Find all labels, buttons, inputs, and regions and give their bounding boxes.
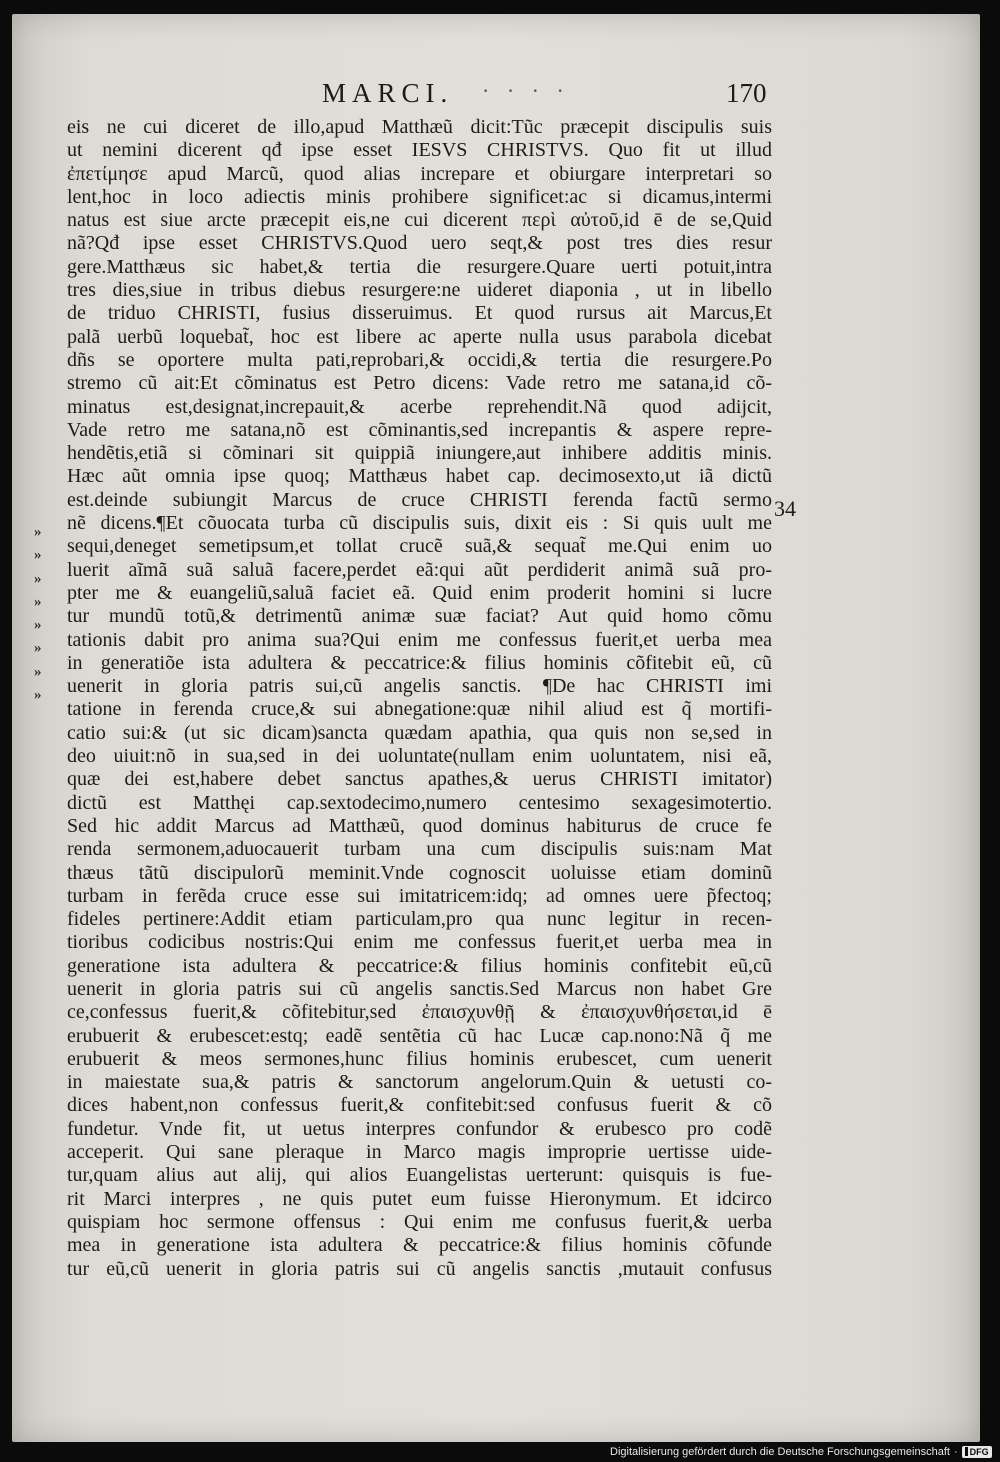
text-line: natus est siue arcte præcepit eis,ne cui dicerent περὶ αὐτοῦ,id ē de se,Quid	[67, 209, 772, 232]
text-line: tationis dabit pro anima sua?Qui enim me confessus fuerit,et uerba mea	[67, 628, 772, 651]
text-line: thæus tãtũ discipulorũ meminit.Vnde cognoscit uoluisse etiam dominũ	[67, 861, 772, 884]
text-line: erubuerit & meos sermones,hunc filius hominis erubescet, cum uenerit	[67, 1047, 772, 1070]
digitization-footer	[610, 1444, 992, 1460]
text-line: ce,confessus fuerit,& cõfitebitur,sed ἐπαισχυνθῇ & ἐπαισχυνθήσεται,id ē	[67, 1001, 772, 1024]
text-line: Hæc aũt omnia ipse quoq; Matthæus habet cap. decimosexto,ut iã dictũ	[67, 465, 772, 488]
text-line: hendẽtis,etiã si cõminari sit quippiã iniungere,aut inhibere additis minis.	[67, 442, 772, 465]
text-line: luerit aĩmã suã saluã facere,perdet eã:qui aũt perdiderit animã suã pro-	[67, 558, 772, 581]
text-line: tur eũ,cũ uenerit in gloria patris sui cũ angelis sanctis ,mutauit confusus	[67, 1257, 772, 1280]
text-line: nã?Qđ ipse esset CHRISTVS.Quod uero seqt,& post tres dies resur	[67, 232, 772, 255]
text-line: in maiestate sua,& patris & sanctorum angelorum.Quin & uetusti co-	[67, 1071, 772, 1094]
text-line: quispiam hoc sermone offensus : Qui enim me confusus fuerit,& uerba	[67, 1210, 772, 1233]
page-number: 170	[726, 78, 767, 108]
text-line: Sed hic addit Marcus ad Matthæũ, quod dominus habiturus de cruce fe	[67, 814, 772, 837]
text-line: tur mundũ totũ,& detrimentũ animæ suæ faciat? Aut quid homo cõmu	[67, 605, 772, 628]
text-line: de triduo CHRISTI, fusius disseruimus. Et quod rursus ait Marcus,Et	[67, 302, 772, 325]
margin-quote-mark: »	[34, 617, 42, 634]
text-line: mea in generatione ista adultera & peccatrice:& filius hominis cõfunde	[67, 1234, 772, 1257]
text-line: gere.Matthæus sic habet,& tertia die resurgere.Quare uerti potuit,intra	[67, 255, 772, 278]
dfg-logo-text: DFG	[969, 1447, 989, 1457]
text-line: renda sermonem,aduocauerit turbam una cum discipulis suis:nam Mat	[67, 838, 772, 861]
text-line: ut nemini dicerent qđ ipse esset IESVS CHRISTVS. Quo fit ut illud	[67, 139, 772, 162]
margin-quote-mark: »	[34, 524, 42, 540]
text-line: stremo cũ ait:Et cõminatus est Petro dicens: Vade retro me satana,id cõ-	[67, 372, 772, 395]
running-head-ornament: · · · ·	[482, 78, 570, 103]
dfg-logo-mark-icon	[965, 1447, 968, 1456]
text-line: uenerit in gloria patris sui,cũ angelis sanctis. ¶De hac CHRISTI imi	[67, 675, 772, 698]
margin-quote-mark: »	[34, 640, 42, 657]
text-line: fideles pertinere:Addit etiam particulam,pro qua nunc legitur in recen-	[67, 908, 772, 931]
text-line: catio sui:& (ut sic dicam)sancta quædam apathia, qua quis non se,sed in	[67, 721, 772, 744]
text-line: dices habent,non confessus fuerit,& confitebit:sed confusus fuerit & cõ	[67, 1094, 772, 1117]
text-line: tatione in ferenda cruce,& sui abnegatione:quæ nihil aliud est q̃ mortifi-	[67, 698, 772, 721]
text-line: Vade retro me satana,nõ est cõminantis,sed increpantis & aspere repre-	[67, 418, 772, 441]
text-line: fundetur. Vnde fit, ut uetus interpres confundor & erubesco pro codẽ	[67, 1117, 772, 1140]
margin-section-number: 34	[774, 496, 796, 521]
text-line: tioribus codicibus nostris:Qui enim me confessus fuerit,et uerba mea in	[67, 931, 772, 954]
text-line: in generatiõe ista adultera & peccatrice:& filius hominis cõfitebit eũ, cũ	[67, 651, 772, 674]
margin-quote-mark: »	[34, 570, 42, 587]
text-line: turbam in ferẽda cruce esse sui imitatricem:idq; ad omnes uere p̃fectoq;	[67, 884, 772, 907]
text-line: palã uerbũ loquebat̃, hoc est libere ac aperte nulla usus parabola dicebat	[67, 325, 772, 348]
text-line: dñs se oportere multa pati,reprobari,& occidi,& tertia die resurgere.Po	[67, 348, 772, 371]
text-line: eis ne cui diceret de illo,apud Matthæũ dicit:Tũc præcepit discipulis suis	[67, 116, 772, 138]
text-line: pter me & euangeliũ,saluã faciet eã. Quid enim proderit homini si lucre	[67, 581, 772, 604]
text-line: quæ dei est,habere debet sanctus apathes,& uerus CHRISTI imitator)	[67, 768, 772, 791]
footer-separator: ·	[953, 1446, 958, 1458]
text-line: nẽ dicens.¶Et cõuocata turba cũ discipulis suis, dixit eis : Si quis uult me	[67, 512, 772, 535]
book-page	[12, 14, 980, 1442]
text-line: acceperit. Qui sane pleraque in Marco magis improprie uertisse uide-	[67, 1141, 772, 1164]
margin-quote-mark: »	[34, 547, 42, 564]
text-line: rit Marci interpres , ne quis putet eum fuisse Hieronymum. Et idcirco	[67, 1187, 772, 1210]
margin-quote-marks	[34, 521, 58, 707]
text-line: lent,hoc in loco adiectis minis prohibere significet:ac si dicamus,intermi	[67, 185, 772, 208]
text-line: uenerit in gloria patris sui cũ angelis sanctis.Sed Marcus non habet Gre	[67, 977, 772, 1000]
margin-quote-mark: »	[34, 663, 42, 680]
text-line: tur,quam alius aut alij, qui alios Euangelistas uerterunt: quisquis is fue-	[67, 1164, 772, 1187]
dfg-logo	[962, 1446, 992, 1458]
text-line: generatione ista adultera & peccatrice:& filius hominis confitebit eũ,cũ	[67, 954, 772, 977]
running-head-title: MARCI.	[322, 78, 454, 108]
margin-quote-mark: »	[34, 593, 42, 610]
text-line: sequi,deneget semetipsum,et tollat crucẽ suã,& sequat̃ me.Qui enim uo	[67, 535, 772, 558]
text-line: est.deinde subiungit Marcus de cruce CHRISTI ferenda factũ sermo	[67, 488, 772, 511]
margin-quote-mark: »	[34, 687, 42, 704]
text-line: dictũ est Matthęi cap.sextodecimo,numero centesimo sexagesimotertio.	[67, 791, 772, 814]
body-text	[67, 116, 772, 1281]
text-line: tres dies,siue in tribus diebus resurgere:ne uideret diaponia , ut in libello	[67, 279, 772, 302]
funding-credit: Digitalisierung gefördert durch die Deutsche Forschungsgemeinschaft	[610, 1446, 950, 1458]
running-head	[12, 78, 980, 108]
text-line: minatus est,designat,increpauit,& acerbe reprehendit.Nã quod adijcit,	[67, 395, 772, 418]
text-line: erubuerit & erubescet:estq; eadẽ sentẽtia cũ hac Lucæ cap.nono:Nã q̃ me	[67, 1024, 772, 1047]
text-line: ἐπετίμησε apud Marcũ, quod alias increpare et obiurgare interpretari so	[67, 162, 772, 185]
text-line: deo uiuit:nõ in sua,sed in dei uoluntate(nullam enim uoluntatem, nisi eã,	[67, 745, 772, 768]
